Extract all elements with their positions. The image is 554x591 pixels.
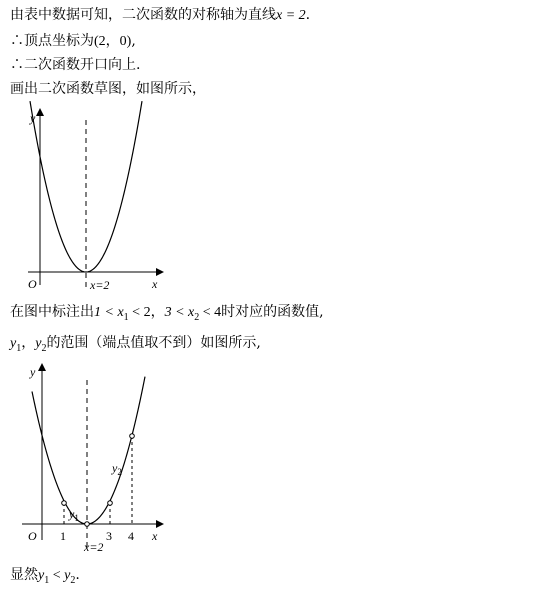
line7-end: . [75, 567, 80, 583]
line7-text: 显然 [10, 567, 38, 583]
graph2-origin-label: O [28, 529, 37, 543]
x1-subscript: 1 [123, 311, 129, 323]
graph2-parabola [32, 377, 145, 524]
graph2-symmetry-label: x=2 [84, 540, 104, 554]
y1-symbol: y [10, 336, 17, 351]
graph2-point-x1 [62, 501, 67, 506]
x1-range-b: < 2 [128, 305, 151, 320]
graph2-y2-sub: 2 [117, 467, 122, 477]
graph2-tick-1: 1 [60, 529, 66, 543]
line3-text: ∴二次函数开口向上. [10, 57, 141, 73]
y2-symbol: y [35, 336, 42, 351]
line7-lt: < [49, 568, 65, 583]
line7-y1-sub: 1 [44, 574, 50, 586]
vertex-coords: (2，0) [94, 34, 132, 49]
graph2-tick-4: 4 [128, 529, 134, 543]
graph2-y-label: y [30, 365, 36, 379]
line2-text: ∴顶点坐标为 [10, 33, 94, 49]
line6-text: 的范围（端点值取不到）如图所示, [46, 335, 261, 351]
x2-subscript: 2 [194, 311, 200, 323]
line5-text-a: 在图中标注出 [10, 304, 94, 320]
line7-y2-sub: 2 [70, 574, 76, 586]
graph1-x-label: x [152, 277, 158, 291]
y1-subscript: 1 [16, 342, 22, 354]
line5-text-c: 时对应的函数值, [221, 304, 324, 320]
x2-range-a: 3 < x [164, 305, 195, 320]
text-line-7 [10, 566, 80, 590]
graph2-x-label: x [152, 529, 158, 543]
graph2-tick-3: 3 [106, 529, 112, 543]
graph2-point-vertex [85, 522, 90, 527]
x2-range-b: < 4 [199, 305, 222, 320]
graph1-y-label: y [30, 111, 36, 125]
line7-y1: y [38, 568, 45, 583]
line1-equation: x = 2 [276, 8, 306, 23]
graph1-symmetry-label: x=2 [90, 278, 110, 292]
line7-y2: y [64, 568, 71, 583]
line6-sep: ， [21, 335, 36, 351]
line1-text: 由表中数据可知，二次函数的对称轴为直线 [10, 7, 276, 23]
line4-text: 画出二次函数草图，如图所示， [10, 81, 206, 97]
x1-range-a: 1 < x [94, 305, 124, 320]
graph2-y1-label: $y_1$ [69, 507, 79, 523]
graph2-point-x3 [108, 501, 113, 506]
line5-text-b: ， [150, 304, 165, 320]
line2-end: , [131, 33, 136, 49]
y2-subscript: 2 [41, 342, 47, 354]
line1-end: . [305, 7, 311, 23]
graph2-y2-label: $y_2$ [112, 461, 122, 477]
graph1-origin-label: O [28, 277, 37, 291]
graph2-point-x4 [130, 434, 135, 439]
graph2-y1-sub: 1 [74, 513, 79, 523]
